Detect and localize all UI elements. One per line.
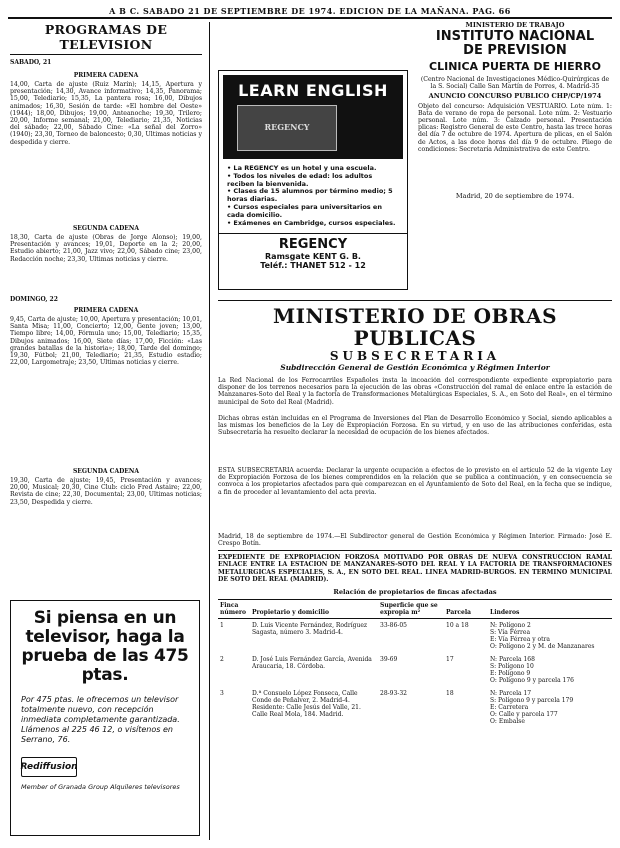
page-header: A B C. SABADO 21 DE SEPTIEMBRE DE 1974. EDICION DE LA MAÑANA. PAG. 66 [109, 6, 511, 16]
tv-section [10, 22, 202, 519]
regency-bullet: • Clases de 15 alumnos por término medio; 5 horas diarias. [227, 187, 393, 204]
ministerio-body2: Dichas obras están incluidas en el Programa de Inversiones del Plan de Desarrollo Económico y Social, siendo aplicables a las mismas los beneficios de la Ley de Expropiación Forzosa. En su virtud, y en uso de las atribuciones conferidas, esta Subsecretaría ha resuelto declarar la necesidad de ocupación de los bienes afectados. [218, 415, 612, 437]
col-parcela: Parcela [444, 599, 488, 618]
domingo-label: DOMINGO, 22 [10, 296, 58, 303]
dom-primera-text: 9,45, Carta de ajuste; 10,00, Apertura y presentación; 10,01, Santa Misa; 11,00, Concierto; 12,00, Gente joven; 13,00, Tiempo libre; 14,00, Fórmula uno; 15,00, Telediario; 15,35, Dibujos animados; 16,00, Siete días; 17,00, Ficción: «Las grandes batallas de la historia»; 18,00, Tarde del domingo; 19,30, Fútbol; 21,00, Telediario; 21,35, Estudio estadio; 22,00, Largometraje; 23,50, Ultimas noticias y cierre. [10, 316, 202, 367]
regency-address: Ramsgate KENT G. B. [265, 252, 361, 262]
cell-parcela: 10 a 18 [446, 621, 469, 629]
ministerio-section [218, 300, 612, 728]
prevision-notice-title: ANUNCIO CONCURSO PUBLICO CHP/CP/1974 [428, 92, 602, 100]
cell-owner: D. Luis Vicente Fernández, Rodríguez Sagasta, número 3. Madrid-4. [252, 621, 368, 636]
property-table [218, 599, 612, 728]
table-row [218, 653, 612, 687]
cell-owner: D. José Luis Fernández García, Avenida Araucaria, 18. Córdoba. [252, 655, 372, 670]
sat-segunda-text: 18,30, Carta de ajuste (Obras de Jorge Alonso); 19,00, Presentación y avances; 19,01, Deporte en la 2; 20,00, Estudio abierto; 21,00, Jazz vivo; 22,00, Sábado cine; 23,00, Redacción noche; 23,30, Ultimas noticias y cierre. [10, 234, 202, 263]
regency-bullet: • Cursos especiales para universitarios en cada domicilio. [227, 202, 382, 219]
cell-area: 39-69 [380, 655, 398, 663]
regency-bullet: • La REGENCY es un hotel y una escuela. [227, 164, 377, 172]
televisor-ad [10, 600, 200, 836]
ministerio-signature: Madrid, 18 de septiembre de 1974.—El Subdirector general de Gestión Económica y Régimen Interior. Firmado: José E. Crespo Botín. [218, 533, 612, 547]
rediffusion-logo [21, 757, 77, 777]
relacion-title: Relación de propietarios de fincas afectadas [333, 587, 497, 596]
sat-segunda-label: SEGUNDA CADENA [72, 225, 140, 232]
table-row [218, 618, 612, 653]
table-row [218, 687, 612, 728]
regency-phone: Teléf.: THANET 512 - 12 [260, 261, 366, 271]
regency-ad [218, 70, 408, 290]
col-linderos: Linderos [488, 599, 612, 618]
ministerio-sub: SUBSECRETARIA [329, 349, 501, 363]
rediffusion-brand: Rediffusion [20, 762, 78, 772]
regency-bullet: • Todos los niveles de edad: los adultos reciben la bienvenida. [227, 171, 373, 188]
regency-bullet: • Exámenes en Cambridge, cursos especiales. [227, 218, 396, 227]
regency-name: REGENCY [278, 237, 348, 253]
cell-num: 1 [220, 621, 224, 629]
prevision-title2: DE PREVISION [463, 42, 567, 58]
col-finca: Finca número [218, 599, 250, 618]
prevision-date: Madrid, 20 de septiembre de 1974. [455, 191, 575, 200]
cell-parcela: 18 [446, 689, 454, 697]
regency-photo-sign: REGENCY [264, 122, 310, 132]
prevision-subtitle: (Centro Nacional de Investigaciones Médico-Quirúrgicas de la S. Social) Calle San Martín de Porres, 4. Madrid-35 [420, 75, 610, 90]
cell-linderos: N: Parcela 17 S: Polígono 9 y parcela 179 E: Carretera O: Calle y parcela 177 O: Embalse [490, 689, 574, 725]
ministerio-expediente: EXPEDIENTE DE EXPROPIACION FORZOSA MOTIVADO POR OBRAS DE NUEVA CONSTRUCCION RAMAL ENLACE ENTRE LA ESTACION DE MANZANARES-SOTO DEL REAL Y LA FACTORIA DE TRANSFORMACIONES METALURGICAS ESPECIALES, S. A., EN SOTO DEL REAL. LINEA MADRID-BURGOS. EN TERMINO MUNICIPAL DE SOTO DEL REAL (MADRID). [218, 550, 612, 584]
cell-num: 3 [220, 689, 224, 697]
regency-photo [237, 105, 337, 151]
ministerio-body3: ESTA SUBSECRETARIA acuerda: Declarar la urgente ocupación a efectos de lo previsto en el artículo 52 de la vigente Ley de Expropiación Forzosa de los bienes comprendidos en la relación que se publica a continuación, y en consecuencia se convoca a los propietarios afectados para que comparezcan en el Ayuntamiento de Soto del Real, en la fecha que se indique, a fin de proceder al levantamiento del acta previa. [218, 467, 612, 496]
dom-segunda-label: SEGUNDA CADENA [72, 468, 140, 475]
cell-area: 33-86-05 [380, 621, 407, 629]
ministerio-title: MINISTERIO DE OBRAS PUBLICAS [272, 304, 558, 350]
televisor-body: Por 475 ptas. le ofrecemos un televisor totalmente nuevo, con recepción inmediata completamente garantizada. Llámenos al 225 46 12, o visítenos en Serrano, 76. [21, 695, 180, 744]
dom-primera-label: PRIMERA CADENA [73, 307, 139, 314]
column-rule [209, 22, 210, 840]
prevision-title1: INSTITUTO NACIONAL [435, 28, 595, 44]
cell-linderos: N: Parcela 168 S: Polígono 10 E: Polígono 9 O: Polígono 9 y parcela 176 [490, 655, 575, 684]
sabado-label: SABADO, 21 [10, 59, 52, 66]
dom-segunda-text: 19,30, Carta de ajuste; 19,45, Presentación y avances; 20,00, Musical; 20,30, Cine Club: ciclo Fred Astaire; 22,00, Revista de cine; 22,30, Documental; 23,00, Ultimas noticias; 23,50, Despedida y cierre. [10, 477, 202, 506]
televisor-footer: Member of Granada Group Alquileres televisores [21, 783, 180, 791]
televisor-headline: Si piensa en un televisor, haga la prueba de las 475 ptas. [21, 608, 189, 685]
cell-owner: D.ª Consuelo López Fonseca, Calle Conde de Peñalver, 2. Madrid-4. Residente: Calle Jesús del Valle, 21. Calle Real Mola, 184. Madrid. [252, 689, 361, 718]
regency-banner [223, 75, 403, 159]
cell-linderos: N: Polígono 2 S: Vía Férrea E: Vía Férrea y otra O: Polígono 2 y M. de Manzanares [490, 621, 595, 650]
ministerio-sub2: Subdirección General de Gestión Económica y Régimen Interior [280, 363, 550, 372]
cell-parcela: 17 [446, 655, 454, 663]
tv-title: PROGRAMAS DE TELEVISION [10, 22, 202, 55]
learn-english: LEARN ENGLISH [238, 81, 388, 100]
col-superficie: Superficie que se expropia m² [378, 599, 444, 618]
regency-bullets [219, 163, 407, 229]
cell-num: 2 [220, 655, 224, 663]
sat-primera-label: PRIMERA CADENA [73, 72, 139, 79]
ministerio-body1: La Red Nacional de los Ferrocarriles Españoles insta la incoación del correspondiente expediente expropiatorio para disponer de los terrenos necesarios para la ejecución de las obras «Construcción del ramal de enlace entre la estación de Manzanares-Soto del Real y la factoría de Transformaciones Metalúrgicas Especiales, S. A., en Soto del Real», en el término municipal de Soto del Real (Madrid). [218, 377, 612, 406]
prevision-ministry: MINISTERIO DE TRABAJO [465, 21, 565, 29]
header-rule [8, 17, 612, 19]
col-propietario: Propietario y domicilio [250, 599, 378, 618]
prevision-notice [418, 22, 612, 200]
table-header-row [218, 599, 612, 618]
cell-area: 28-93-32 [380, 689, 407, 697]
prevision-body: Objeto del concurso: Adquisición VESTUARIO. Lote núm. 1: Bata de verano de ropa de personal. Lote núm. 2: Vestuario personal. Lote núm. 3: Calzado personal. Presentación plicas: Registro General de este Centro, hasta las trece horas del día 7 de octubre de 1974. Apertura de plicas, en el Salón de Actos, a las doce horas del día 9 de octubre. Pliego de condiciones: Secretaría Administrativa de este Centro. [418, 102, 612, 153]
prevision-clinic: CLINICA PUERTA DE HIERRO [429, 59, 601, 73]
sat-primera-text: 14,00, Carta de ajuste (Ruiz Marín); 14,15, Apertura y presentación; 14,30, Avance informativo; 14,35, Panorama; 15,00, Telediario; 15,35, La pantera rosa; 16,00, Dibujos animados; 16,30, Sesión de tarde: «El hombre del Oeste» (1944); 18,00, Dibujos; 19,00, Anteanoche; 19,30, Trilero; 20,00, Informe semanal; 21,00, Telediario; 21,35, Noticias del sábado; 22,00, Sábado Cine: «La señal del Zorro» (1940); 23,30, Torneo de baloncesto; 0,30, Ultimas noticias y despedida y cierre. [10, 81, 202, 146]
